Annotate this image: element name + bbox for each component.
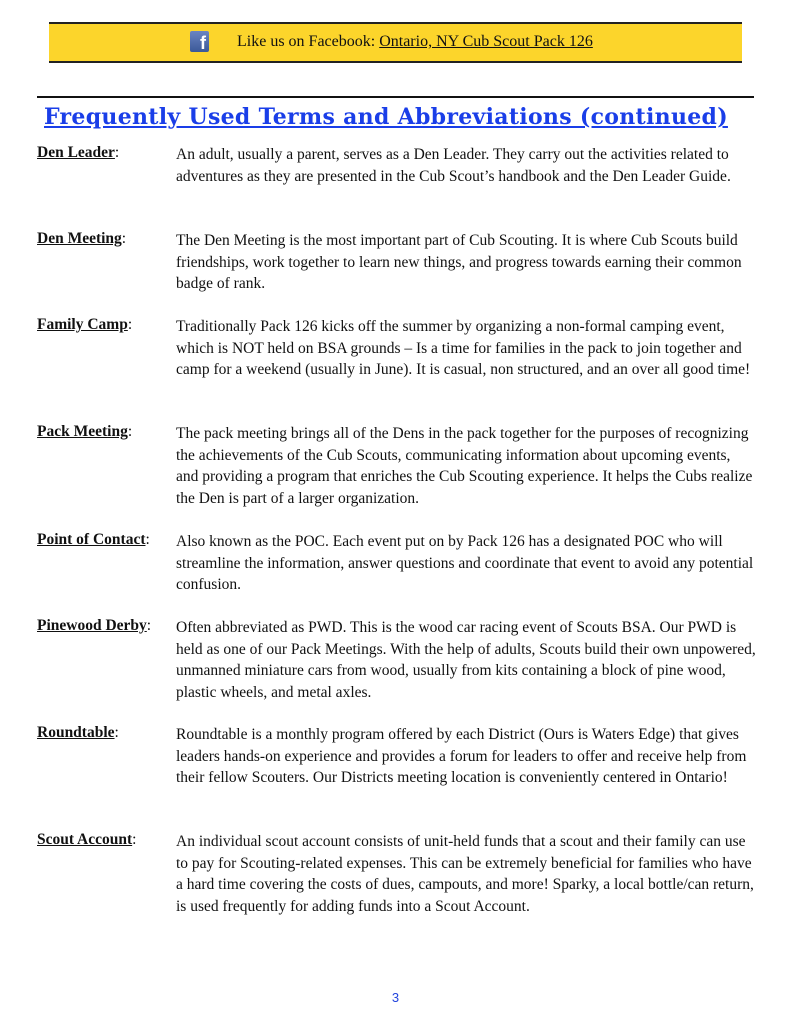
term-label: Den Meeting: — [37, 230, 127, 247]
facebook-icon[interactable]: f — [190, 31, 209, 52]
page-number: 3 — [391, 990, 400, 1005]
term-label: Point of Contact: — [37, 531, 150, 548]
term-label: Family Camp: — [37, 316, 133, 333]
facebook-prefix: Like us on Facebook: — [237, 33, 380, 50]
page-title: Frequently Used Terms and Abbreviations (continued) — [44, 104, 728, 130]
term-label: Pack Meeting: — [37, 423, 133, 440]
term-label: Scout Account: — [37, 831, 137, 848]
term-label: Den Leader: — [37, 144, 120, 161]
facebook-page-link[interactable]: Ontario, NY Cub Scout Pack 126 — [379, 33, 593, 50]
term-definition: Roundtable is a monthly program offered by each District (Ours is Waters Edge) that gives leaders hands-on experience and provides a forum for leaders to offer and receive help from their fellow Scouters. Our Districts meeting location is conveniently centered in Ontario! — [176, 726, 747, 786]
term-definition: Also known as the POC. Each event put on by Pack 126 has a designated POC who will streamline the information, answer questions and coordinate that event to avoid any potential confusion. — [176, 533, 754, 593]
term-definition: The Den Meeting is the most important part of Cub Scouting. It is where Cub Scouts build friendships, work together to learn new things, and progress towards earning their common badge of rank. — [176, 232, 742, 292]
title-divider — [37, 96, 754, 98]
term-definition: Often abbreviated as PWD. This is the wood car racing event of Scouts BSA. Our PWD is held as one of our Pack Meetings. With the help of adults, Scouts build their own unpowered, unmanned miniature cars from wood, usually from kits containing a block of pine wood, plastic wheels, and metal axles. — [176, 619, 756, 701]
facebook-banner — [49, 22, 742, 63]
term-label: Pinewood Derby: — [37, 617, 152, 634]
term-label: Roundtable: — [37, 724, 119, 741]
facebook-banner-text — [237, 33, 593, 51]
term-definition: The pack meeting brings all of the Dens in the pack together for the purposes of recognizing the achievements of the Cub Scouts, communicating information about upcoming events, and providing a program that enriches the Cub Scouting experience. It helps the Cubs realize the Den is part of a larger organization. — [176, 425, 753, 507]
term-definition: An individual scout account consists of unit-held funds that a scout and their family can use to pay for Scouting-related expenses. This can be extremely beneficial for families who have a hard time covering the costs of dues, campouts, and more! Sparky, a local bottle/can return, is used frequently for adding funds into a Scout Account. — [176, 833, 754, 915]
term-definition: Traditionally Pack 126 kicks off the summer by organizing a non-formal camping event, which is NOT held on BSA grounds – Is a time for families in the pack to join together and camp for a weekend (usually in June). It is casual, non structured, and an over all good time! — [176, 318, 751, 378]
term-definition: An adult, usually a parent, serves as a Den Leader. They carry out the activities related to adventures as they are presented in the Cub Scout’s handbook and the Den Leader Guide. — [176, 146, 731, 185]
